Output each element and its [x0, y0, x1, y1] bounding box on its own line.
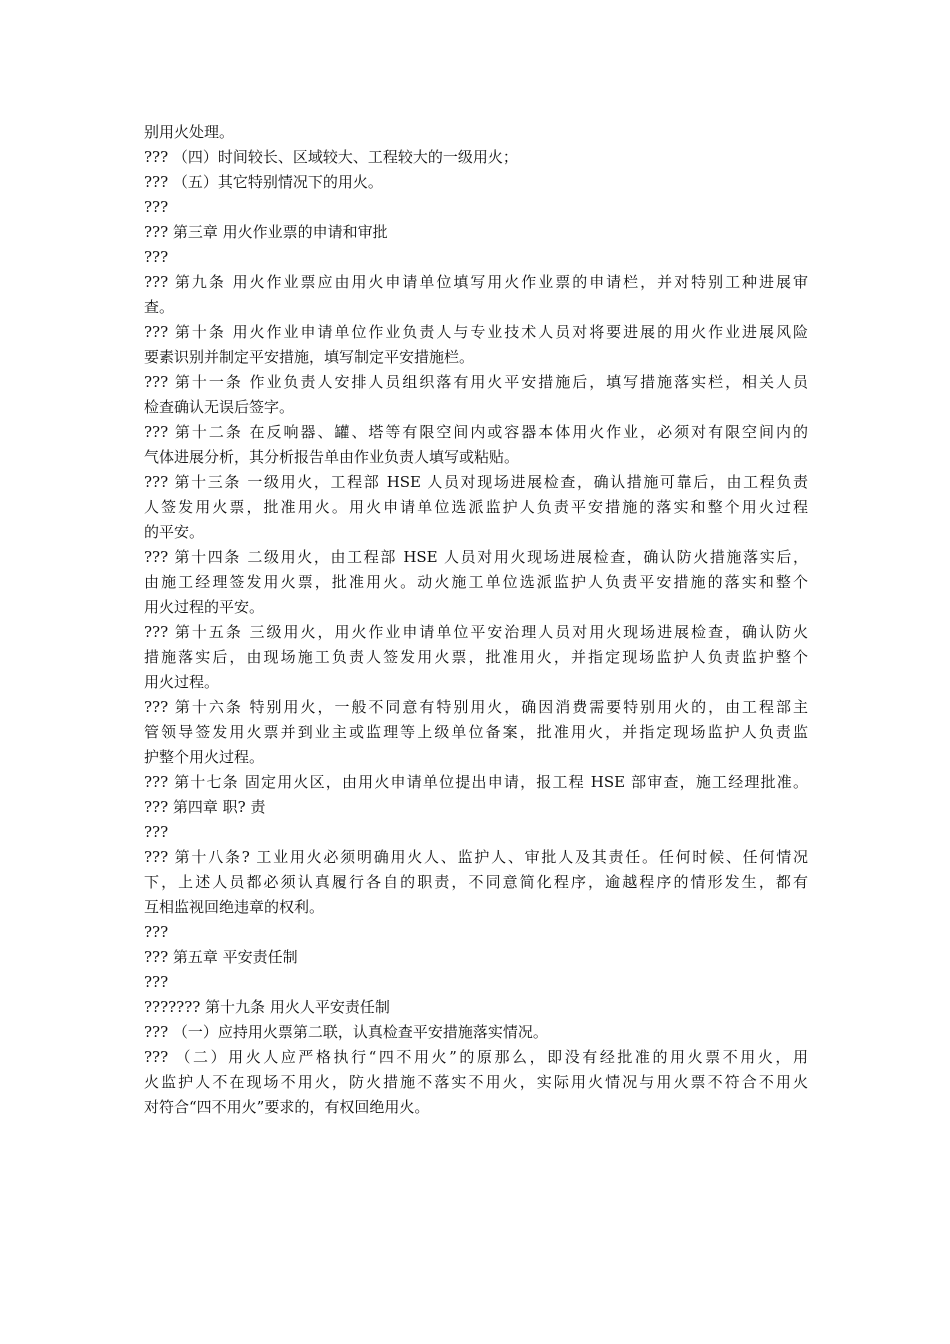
text-line: 由施工经理签发用火票，批准用火。动火施工单位选派监护人负责平安措施的落实和整个	[144, 573, 808, 591]
text-line: 查。	[144, 298, 175, 316]
chapter-heading: ??? 第四章 职? 责	[144, 798, 266, 816]
chapter-heading: ??? 第三章 用火作业票的申请和审批	[144, 223, 388, 241]
text-line: ??? 第十三条 一级用火，工程部 HSE 人员对现场进展检查，确认措施可靠后，由工程负责	[144, 473, 808, 491]
text-line: 人签发用火票，批准用火。用火申请单位选派监护人负责平安措施的落实和整个用火过程	[144, 498, 808, 516]
text-line: ???	[144, 248, 169, 266]
text-line: ??? （四）时间较长、区域较大、工程较大的一级用火；	[144, 148, 518, 166]
text-line: ??? （二）用火人应严格执行“四不用火”的原那么，即没有经批准的用火票不用火，用	[144, 1048, 808, 1066]
text-line: 检查确认无误后签字。	[144, 398, 295, 416]
text-line: ??? 第十二条 在反响器、罐、塔等有限空间内或容器本体用火作业，必须对有限空间内的	[144, 423, 808, 441]
text-line: ???	[144, 923, 169, 941]
text-line: 气体进展分析，其分析报告单由作业负责人填写或粘贴。	[144, 448, 520, 466]
text-line: ??? 第十七条 固定用火区，由用火申请单位提出申请，报工程 HSE 部审查，施工经理批准。	[144, 773, 808, 791]
text-line: 对符合“四不用火”要求的，有权回绝用火。	[144, 1098, 430, 1116]
text-line: ??? 第十一条 作业负责人安排人员组织落有用火平安措施后，填写措施落实栏，相关人员	[144, 373, 808, 391]
text-line: 下，上述人员都必须认真履行各自的职责，不同意简化程序，逾越程序的情形发生，都有	[144, 873, 808, 891]
document-body	[144, 120, 808, 1120]
text-line: 火监护人不在现场不用火，防火措施不落实不用火，实际用火情况与用火票不符合不用火	[144, 1073, 808, 1091]
text-line: ??? 第十五条 三级用火，用火作业申请单位平安治理人员对用火现场进展检查，确认防火	[144, 623, 808, 641]
text-line: 互相监视回绝违章的权利。	[144, 898, 325, 916]
text-line: ??? （五）其它特别情况下的用火。	[144, 173, 383, 191]
text-line: 要素识别并制定平安措施，填写制定平安措施栏。	[144, 348, 475, 366]
text-line: 管领导签发用火票并到业主或监理等上级单位备案，批准用火，并指定现场监护人负责监	[144, 723, 808, 741]
text-line: ??? 第九条 用火作业票应由用火申请单位填写用火作业票的申请栏，并对特别工种进展审	[144, 273, 808, 291]
text-line: 别用火处理。	[144, 123, 235, 141]
text-line: ???	[144, 198, 169, 216]
text-line: ??? 第十八条? 工业用火必须明确用火人、监护人、审批人及其责任。任何时候、任何情况	[144, 848, 808, 866]
text-line: ??????? 第十九条 用火人平安责任制	[144, 998, 390, 1016]
text-line: 措施落实后，由现场施工负责人签发用火票，批准用火，并指定现场监护人负责监护整个	[144, 648, 808, 666]
text-line: 护整个用火过程。	[144, 748, 265, 766]
chapter-heading: ??? 第五章 平安责任制	[144, 948, 298, 966]
text-line: ???	[144, 823, 169, 841]
text-line: 用火过程。	[144, 673, 220, 691]
text-line: ??? （一）应持用火票第二联，认真检查平安措施落实情况。	[144, 1023, 548, 1041]
text-line: 的平安。	[144, 523, 205, 541]
text-line: 用火过程的平安。	[144, 598, 265, 616]
text-line: ??? 第十四条 二级用火，由工程部 HSE 人员对用火现场进展检查，确认防火措施落实后，	[144, 548, 808, 566]
text-line: ??? 第十条 用火作业申请单位作业负责人与专业技术人员对将要进展的用火作业进展风险	[144, 323, 808, 341]
text-line: ??? 第十六条 特别用火，一般不同意有特别用火，确因消费需要特别用火的，由工程部主	[144, 698, 808, 716]
text-line: ???	[144, 973, 169, 991]
